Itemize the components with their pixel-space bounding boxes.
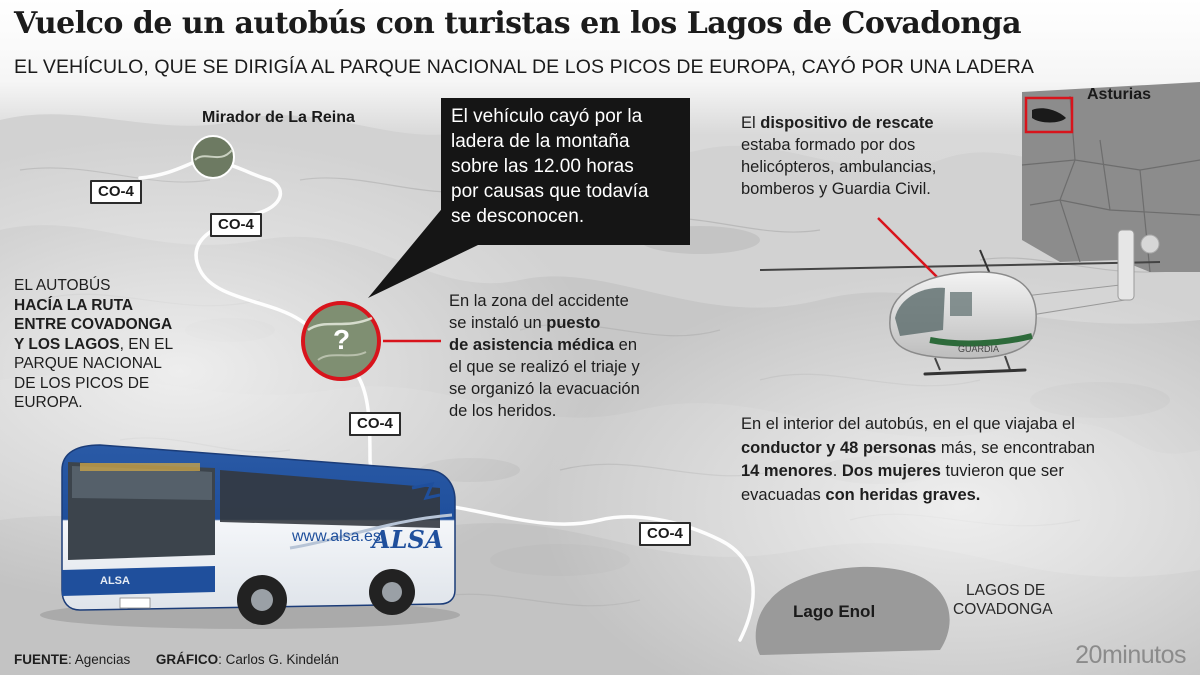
helicopter-marking: GUARDIA [958,344,1000,354]
route-line: ENTRE COVADONGA [14,316,173,333]
viewpoint-label: Mirador de La Reina [202,109,355,126]
rescue-info: El dispositivo de rescate estaba formado por dos helicópteros, ambulancias, bomberos y Guardia Civil. [741,114,937,198]
spain-inset-map [1022,82,1200,272]
route-line: DE LOS PICOS DE [14,374,150,392]
medical-info: En la zona del accidente se instaló un puesto de asistencia médica en el que se realizó el triaje y se organizó la evacuación de los heridos. [449,292,640,420]
brand-logo: 20minutos [1075,641,1186,669]
route-line: EUROPA. [14,394,83,411]
route-line: Y LOS LAGOS, EN EL [14,335,174,353]
source-label: FUENTE [14,652,68,667]
road-label-co4-2: CO-4 [210,213,262,237]
source-value: : Agencias [68,652,131,667]
lakes-covadonga-label-line2: COVADONGA [953,601,1053,618]
route-info [14,276,173,413]
road-label-co4-4: CO-4 [639,522,691,546]
page-title: Vuelco de un autobús con turistas en los Lagos de Covadonga [14,6,1022,41]
callout-line: se desconocen. [451,206,585,227]
route-line: HACÍA LA RUTA [14,296,134,314]
passengers-info: En el interior del autobús, en el que viajaba el conductor y 48 personas más, se encontraban 14 menores. Dos mujeres tuvieron que ser evacuadas con heridas graves. [741,415,1095,504]
credits [14,652,339,667]
callout-line: ladera de la montaña [451,131,630,152]
road-label-co4-3: CO-4 [349,412,401,436]
route-line: EL AUTOBÚS [14,277,111,294]
region-label: Asturias [1087,86,1152,103]
callout-line: El vehículo cayó por la [451,106,643,127]
accident-callout [441,98,690,245]
lakes-covadonga-label-line1: LAGOS DE [966,582,1046,599]
accident-marker-symbol: ? [333,324,351,355]
route-line: PARQUE NACIONAL [14,355,162,372]
callout-line: por causas que todavía [451,181,649,202]
lake-enol-label: Lago Enol [793,602,876,621]
callout-line: sobre las 12.00 horas [451,156,634,177]
page-subtitle: EL VEHÍCULO, QUE SE DIRIGÍA AL PARQUE NACIONAL DE LOS PICOS DE EUROPA, CAYÓ POR UNA LADERA [14,56,1035,78]
road-label-co4-1: CO-4 [90,180,142,204]
bus-brand: ALSA [372,525,444,554]
graphic-label: GRÁFICO [155,652,219,667]
bus-website: www.alsa.es [292,528,381,545]
bus-illustration [40,445,460,629]
bus-front-brand: ALSA [100,575,130,587]
graphic-value: : Carlos G. Kindelán [218,652,339,667]
